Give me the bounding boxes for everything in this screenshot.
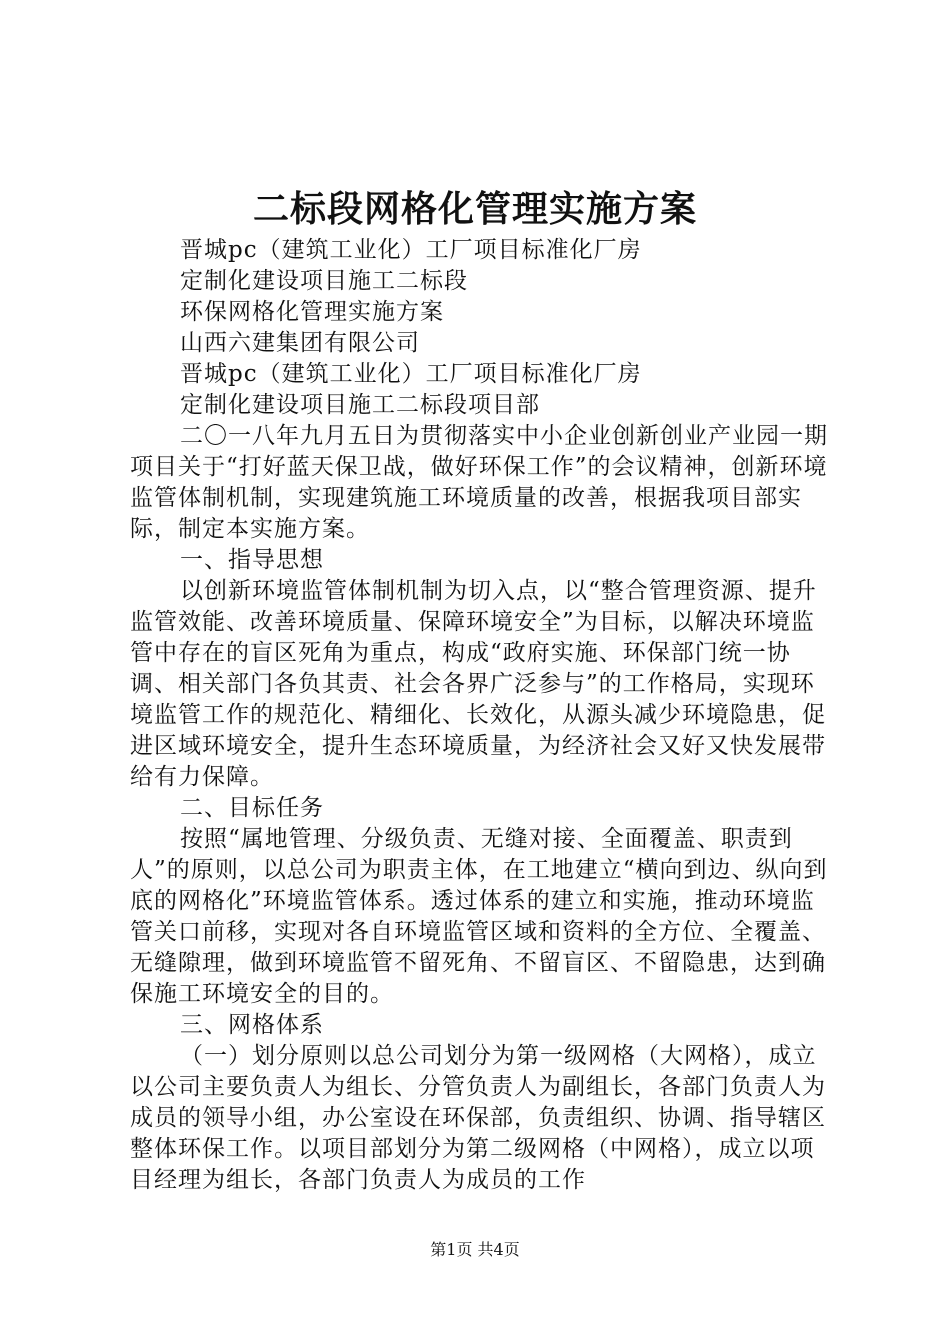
cover-line: 定制化建设项目施工二标段: [180, 268, 468, 294]
cover-line: 定制化建设项目施工二标段项目部: [180, 392, 540, 418]
intro-paragraph: 二〇一八年九月五日为贯彻落实中小企业创新创业产业园一期项目关于“打好蓝天保卫战，做好环保工作”的会议精神，创新环境监管体制机制，实现建筑施工环境质量的改善，根据我项目部实际，制定本实施方案。: [130, 423, 828, 542]
document-title: 二标段网格化管理实施方案: [252, 188, 697, 230]
section-heading: 三、网格体系: [180, 1012, 324, 1038]
page-footer: 第1页 共4页: [430, 1240, 520, 1259]
section-paragraph: （一）划分原则以总公司划分为第一级网格（大网格），成立以公司主要负责人为组长、分管负责人为副组长，各部门负责人为成员的领导小组，办公室设在环保部，负责组织、协调、指导辖区整体环保工作。以项目部划分为第二级网格（中网格），成立以项目经理为组长，各部门负责人为成员的工作: [130, 1043, 826, 1193]
section-paragraph: 以创新环境监管体制机制为切入点，以“整合管理资源、提升监管效能、改善环境质量、保障环境安全”为目标，以解决环境监管中存在的盲区死角为重点，构成“政府实施、环保部门统一协调、相关部门各负其责、社会各界广泛参与”的工作格局，实现环境监管工作的规范化、精细化、长效化，从源头减少环境隐患，促进区域环境安全，提升生态环境质量，为经济社会又好又快发展带给有力保障。: [130, 578, 826, 790]
section-paragraph: 按照“属地管理、分级负责、无缝对接、全面覆盖、职责到人”的原则，以总公司为职责主体，在工地建立“横向到边、纵向到底的网格化”环境监管体系。透过体系的建立和实施，推动环境监管关口前移，实现对各自环境监管区域和资料的全方位、全覆盖、无缝隙理，做到环境监管不留死角、不留盲区、不留隐患，达到确保施工环境安全的目的。: [130, 826, 828, 1007]
cover-line: 晋城pc（建筑工业化）工厂项目标准化厂房: [180, 361, 642, 387]
section-heading: 二、目标任务: [180, 795, 324, 821]
cover-line: 环保网格化管理实施方案: [180, 299, 444, 325]
cover-line: 晋城pc（建筑工业化）工厂项目标准化厂房: [180, 237, 642, 263]
section-heading: 一、指导思想: [180, 547, 324, 573]
cover-line: 山西六建集团有限公司: [180, 330, 420, 356]
document-body: [130, 235, 830, 1196]
